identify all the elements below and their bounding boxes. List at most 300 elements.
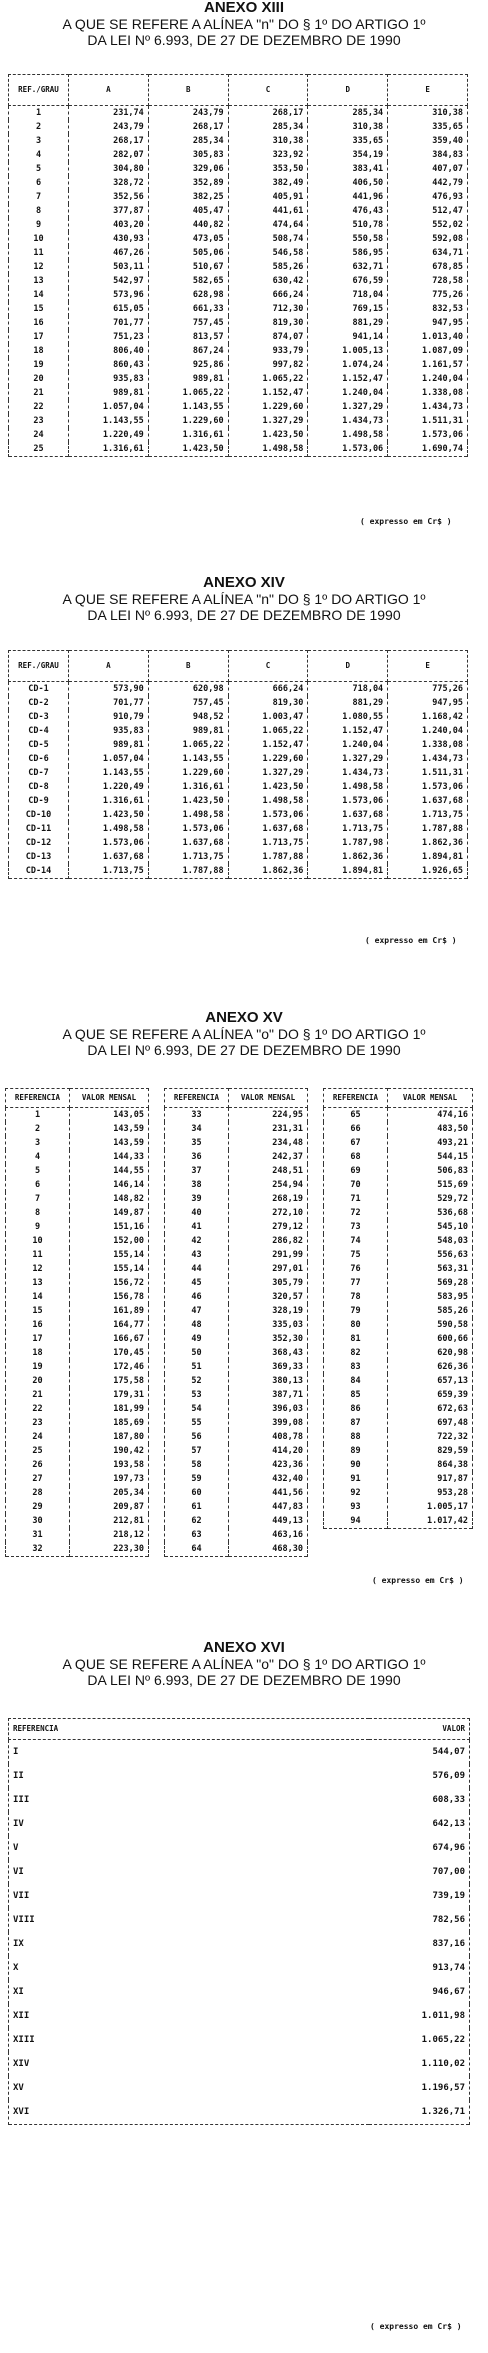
cell-value: 352,89 (148, 176, 228, 190)
value-cell: 1.196,57 (369, 2076, 470, 2100)
table-row (6, 1472, 149, 1486)
value-cell: 739,19 (369, 1884, 470, 1908)
anexo-xv-table-block-1 (5, 1088, 149, 1557)
table-row (165, 1346, 308, 1360)
cell-value: 1.498,58 (228, 794, 308, 808)
cell-value: 552,02 (388, 218, 468, 232)
cell-value: 948,52 (148, 710, 228, 724)
anexo-xv-col-ref: REFERENCIA (324, 1089, 388, 1108)
cell-value: 510,78 (308, 218, 388, 232)
table-row (324, 1192, 473, 1206)
table-row (9, 288, 468, 302)
value-cell: 583,95 (388, 1290, 473, 1304)
row-reference: CD-2 (9, 696, 69, 710)
table-row (6, 1332, 149, 1346)
header-grade-a: A (69, 75, 149, 106)
value-cell: 155,14 (70, 1248, 149, 1262)
value-cell: 146,14 (70, 1178, 149, 1192)
table-row (9, 794, 468, 808)
cell-value: 592,08 (388, 232, 468, 246)
row-reference: 24 (9, 428, 69, 442)
cell-value: 310,38 (228, 134, 308, 148)
cell-value: 1.862,36 (228, 864, 308, 879)
reference-cell: 7 (6, 1192, 70, 1206)
value-cell: 590,58 (388, 1318, 473, 1332)
table-row (6, 1416, 149, 1430)
reference-cell: 89 (324, 1444, 388, 1458)
table-row (165, 1248, 308, 1262)
value-cell: 548,03 (388, 1234, 473, 1248)
cell-value: 1.220,49 (69, 780, 149, 794)
anexo-xvi-title: ANEXO XVI (203, 1639, 285, 1656)
cell-value: 328,72 (69, 176, 149, 190)
cell-value: 757,45 (148, 696, 228, 710)
cell-value: 1.327,29 (308, 752, 388, 766)
cell-value: 1.143,55 (148, 400, 228, 414)
reference-cell: 39 (165, 1192, 229, 1206)
value-cell: 156,78 (70, 1290, 149, 1304)
value-cell: 447,83 (229, 1500, 308, 1514)
table-row (324, 1388, 473, 1402)
value-cell: 218,12 (70, 1528, 149, 1542)
reference-cell: 60 (165, 1486, 229, 1500)
roman-reference-cell: VII (9, 1884, 369, 1908)
cell-value: 243,79 (148, 106, 228, 121)
cell-value: 335,65 (388, 120, 468, 134)
table-row (165, 1150, 308, 1164)
cell-value: 384,83 (388, 148, 468, 162)
value-cell: 148,82 (70, 1192, 149, 1206)
cell-value: 933,79 (228, 344, 308, 358)
header-ref-grau: REF./GRAU (9, 651, 69, 682)
cell-value: 1.498,58 (308, 428, 388, 442)
row-reference: 9 (9, 218, 69, 232)
cell-value: 1.926,65 (388, 864, 468, 879)
reference-cell: 87 (324, 1416, 388, 1430)
table-row (324, 1234, 473, 1248)
reference-cell: 46 (165, 1290, 229, 1304)
table-row (165, 1136, 308, 1150)
value-cell: 224,95 (229, 1108, 308, 1123)
cell-value: 467,26 (69, 246, 149, 260)
table-row (324, 1360, 473, 1374)
row-reference: 18 (9, 344, 69, 358)
row-reference: CD-14 (9, 864, 69, 879)
table-row (165, 1108, 308, 1123)
table-row (9, 752, 468, 766)
value-cell: 864,38 (388, 1458, 473, 1472)
cell-value: 661,33 (148, 302, 228, 316)
value-cell: 1.011,98 (369, 2004, 470, 2028)
reference-cell: 61 (165, 1500, 229, 1514)
table-row (165, 1234, 308, 1248)
reference-cell: 51 (165, 1360, 229, 1374)
cell-value: 546,58 (228, 246, 308, 260)
reference-cell: 1 (6, 1108, 70, 1123)
table-row (6, 1178, 149, 1192)
anexo-xv-table-block-2 (164, 1088, 308, 1557)
reference-cell: 90 (324, 1458, 388, 1472)
cell-value: 282,07 (69, 148, 149, 162)
cell-value: 1.065,22 (148, 386, 228, 400)
cell-value: 1.229,60 (148, 766, 228, 780)
cell-value: 1.511,31 (388, 766, 468, 780)
anexo-xvi-subtitle-2: DA LEI Nº 6.993, DE 27 DE DEZEMBRO DE 1990 (87, 1672, 401, 1688)
cell-value: 1.511,31 (388, 414, 468, 428)
roman-reference-cell: VI (9, 1860, 369, 1884)
table-row (324, 1290, 473, 1304)
value-cell: 175,58 (70, 1374, 149, 1388)
reference-cell: 75 (324, 1248, 388, 1262)
row-reference: 8 (9, 204, 69, 218)
cell-value: 1.498,58 (148, 808, 228, 822)
reference-cell: 70 (324, 1178, 388, 1192)
table-row (6, 1318, 149, 1332)
value-cell: 234,48 (229, 1136, 308, 1150)
table-row (324, 1206, 473, 1220)
reference-cell: 4 (6, 1150, 70, 1164)
cell-value: 268,17 (69, 134, 149, 148)
table-row (165, 1444, 308, 1458)
anexo-xvi-currency-note: ( expresso em Cr$ ) (370, 2322, 462, 2331)
anexo-xvi-col-val: VALOR (369, 1719, 470, 1740)
header-grade-d: D (308, 75, 388, 106)
anexo-xvi-table-wrap (8, 1718, 470, 2125)
table-row (9, 1884, 470, 1908)
row-reference: 20 (9, 372, 69, 386)
table-row (6, 1542, 149, 1557)
value-cell: 193,58 (70, 1458, 149, 1472)
value-cell: 181,99 (70, 1402, 149, 1416)
value-cell: 620,98 (388, 1346, 473, 1360)
reference-cell: 33 (165, 1108, 229, 1123)
reference-cell: 37 (165, 1164, 229, 1178)
cell-value: 304,80 (69, 162, 149, 176)
row-reference: 25 (9, 442, 69, 457)
cell-value: 1.894,81 (388, 850, 468, 864)
table-row (165, 1430, 308, 1444)
cell-value: 1.423,50 (228, 780, 308, 794)
row-reference: CD-8 (9, 780, 69, 794)
value-cell: 151,16 (70, 1220, 149, 1234)
cell-value: 573,90 (69, 682, 149, 697)
reference-cell: 64 (165, 1542, 229, 1557)
cell-value: 806,40 (69, 344, 149, 358)
table-row (9, 442, 468, 457)
value-cell: 248,51 (229, 1164, 308, 1178)
table-row (6, 1514, 149, 1528)
cell-value: 1.168,42 (388, 710, 468, 724)
cell-value: 819,30 (228, 696, 308, 710)
table-row (9, 1836, 470, 1860)
row-reference: 4 (9, 148, 69, 162)
cell-value: 403,20 (69, 218, 149, 232)
anexo-xiv-subtitle-2: DA LEI Nº 6.993, DE 27 DE DEZEMBRO DE 1990 (87, 607, 401, 623)
reference-cell: 57 (165, 1444, 229, 1458)
reference-cell: 6 (6, 1178, 70, 1192)
roman-reference-cell: XVI (9, 2100, 369, 2125)
table-row (324, 1108, 473, 1123)
reference-cell: 85 (324, 1388, 388, 1402)
value-cell: 170,45 (70, 1346, 149, 1360)
table-row (165, 1122, 308, 1136)
value-cell: 231,31 (229, 1122, 308, 1136)
table-row (9, 218, 468, 232)
table-row (9, 414, 468, 428)
cell-value: 1.229,60 (228, 400, 308, 414)
value-cell: 286,82 (229, 1234, 308, 1248)
cell-value: 1.316,61 (69, 442, 149, 457)
cell-value: 586,95 (308, 246, 388, 260)
table-row (9, 710, 468, 724)
value-cell: 143,59 (70, 1122, 149, 1136)
table-row (9, 204, 468, 218)
value-cell: 515,69 (388, 1178, 473, 1192)
value-cell: 305,79 (229, 1276, 308, 1290)
cell-value: 910,79 (69, 710, 149, 724)
table-row (9, 344, 468, 358)
table-row (324, 1486, 473, 1500)
value-cell: 659,39 (388, 1388, 473, 1402)
table-row (6, 1528, 149, 1542)
value-cell: 268,19 (229, 1192, 308, 1206)
table-row (6, 1500, 149, 1514)
cell-value: 1.229,60 (148, 414, 228, 428)
table-row (9, 864, 468, 879)
cell-value: 1.637,68 (308, 808, 388, 822)
value-cell: 707,00 (369, 1860, 470, 1884)
anexo-xiv-currency-note: ( expresso em Cr$ ) (365, 936, 457, 945)
anexo-xiii-header (0, 0, 488, 48)
table-row (9, 766, 468, 780)
cell-value: 712,30 (228, 302, 308, 316)
cell-value: 728,58 (388, 274, 468, 288)
value-cell: 212,81 (70, 1514, 149, 1528)
anexo-xv-currency-note: ( expresso em Cr$ ) (372, 1576, 464, 1585)
cell-value: 1.087,09 (388, 344, 468, 358)
cell-value: 383,41 (308, 162, 388, 176)
cell-value: 1.423,50 (69, 808, 149, 822)
reference-cell: 49 (165, 1332, 229, 1346)
value-cell: 209,87 (70, 1500, 149, 1514)
cell-value: 769,15 (308, 302, 388, 316)
cell-value: 718,04 (308, 288, 388, 302)
reference-cell: 19 (6, 1360, 70, 1374)
value-cell: 143,59 (70, 1136, 149, 1150)
reference-cell: 86 (324, 1402, 388, 1416)
cell-value: 503,11 (69, 260, 149, 274)
cell-value: 1.080,55 (308, 710, 388, 724)
reference-cell: 20 (6, 1374, 70, 1388)
value-cell: 946,67 (369, 1980, 470, 2004)
cell-value: 1.713,75 (148, 850, 228, 864)
cell-value: 1.161,57 (388, 358, 468, 372)
value-cell: 600,66 (388, 1332, 473, 1346)
value-cell: 352,30 (229, 1332, 308, 1346)
anexo-xiv-title: ANEXO XIV (203, 574, 285, 591)
cell-value: 989,81 (148, 372, 228, 386)
table-row (165, 1486, 308, 1500)
reference-cell: 50 (165, 1346, 229, 1360)
cell-value: 997,82 (228, 358, 308, 372)
anexo-xiii-currency-note: ( expresso em Cr$ ) (360, 517, 452, 526)
value-cell: 387,71 (229, 1388, 308, 1402)
cell-value: 512,47 (388, 204, 468, 218)
table-row (9, 724, 468, 738)
table-row (165, 1290, 308, 1304)
reference-cell: 74 (324, 1234, 388, 1248)
reference-cell: 88 (324, 1430, 388, 1444)
table-row (324, 1136, 473, 1150)
value-cell: 149,87 (70, 1206, 149, 1220)
value-cell: 449,13 (229, 1514, 308, 1528)
row-reference: CD-3 (9, 710, 69, 724)
table-row (6, 1374, 149, 1388)
table-row (9, 1932, 470, 1956)
value-cell: 642,13 (369, 1812, 470, 1836)
table-row (9, 316, 468, 330)
cell-value: 1.862,36 (308, 850, 388, 864)
table-row (165, 1164, 308, 1178)
cell-value: 406,50 (308, 176, 388, 190)
anexo-xiv-table (8, 650, 468, 879)
value-cell: 544,15 (388, 1150, 473, 1164)
table-row (324, 1374, 473, 1388)
reference-cell: 30 (6, 1514, 70, 1528)
value-cell: 563,31 (388, 1262, 473, 1276)
table-row (165, 1276, 308, 1290)
value-cell: 297,01 (229, 1262, 308, 1276)
cell-value: 353,50 (228, 162, 308, 176)
cell-value: 1.423,50 (228, 428, 308, 442)
value-cell: 441,56 (229, 1486, 308, 1500)
reference-cell: 12 (6, 1262, 70, 1276)
reference-cell: 91 (324, 1472, 388, 1486)
value-cell: 545,10 (388, 1220, 473, 1234)
cell-value: 941,14 (308, 330, 388, 344)
table-row (324, 1500, 473, 1514)
cell-value: 407,07 (388, 162, 468, 176)
row-reference: 14 (9, 288, 69, 302)
reference-cell: 93 (324, 1500, 388, 1514)
roman-reference-cell: VIII (9, 1908, 369, 1932)
reference-cell: 3 (6, 1136, 70, 1150)
cell-value: 505,06 (148, 246, 228, 260)
reference-cell: 65 (324, 1108, 388, 1123)
table-row (165, 1458, 308, 1472)
reference-cell: 58 (165, 1458, 229, 1472)
cell-value: 573,96 (69, 288, 149, 302)
table-row (9, 176, 468, 190)
anexo-xiv-subtitle-1: A QUE SE REFERE A ALÍNEA "n" DO § 1º DO ARTIGO 1º (62, 591, 426, 607)
cell-value: 1.787,88 (388, 822, 468, 836)
value-cell: 483,50 (388, 1122, 473, 1136)
value-cell: 179,31 (70, 1388, 149, 1402)
value-cell: 1.017,42 (388, 1514, 473, 1529)
table-row (9, 1956, 470, 1980)
table-row (6, 1262, 149, 1276)
table-row (9, 358, 468, 372)
roman-reference-cell: V (9, 1836, 369, 1860)
cell-value: 628,98 (148, 288, 228, 302)
value-cell: 143,05 (70, 1108, 149, 1123)
table-row (324, 1514, 473, 1529)
cell-value: 1.862,36 (388, 836, 468, 850)
cell-value: 1.338,08 (388, 738, 468, 752)
cell-value: 382,25 (148, 190, 228, 204)
value-cell: 161,89 (70, 1304, 149, 1318)
table-row (324, 1332, 473, 1346)
table-row (165, 1374, 308, 1388)
reference-cell: 41 (165, 1220, 229, 1234)
table-row (6, 1206, 149, 1220)
reference-cell: 62 (165, 1514, 229, 1528)
anexo-xiii-table-wrap (8, 74, 468, 457)
reference-cell: 72 (324, 1206, 388, 1220)
header-grade-a: A (69, 651, 149, 682)
value-cell: 829,59 (388, 1444, 473, 1458)
value-cell: 335,03 (229, 1318, 308, 1332)
cell-value: 1.573,06 (308, 442, 388, 457)
cell-value: 1.065,22 (148, 738, 228, 752)
cell-value: 1.240,04 (308, 386, 388, 400)
cell-value: 1.152,47 (308, 372, 388, 386)
row-reference: CD-11 (9, 822, 69, 836)
cell-value: 1.573,06 (388, 780, 468, 794)
table-row (6, 1192, 149, 1206)
value-cell: 1.005,17 (388, 1500, 473, 1514)
table-row (9, 2100, 470, 2125)
header-grade-e: E (388, 75, 468, 106)
reference-cell: 26 (6, 1458, 70, 1472)
table-row (165, 1402, 308, 1416)
value-cell: 1.326,71 (369, 2100, 470, 2125)
reference-cell: 63 (165, 1528, 229, 1542)
cell-value: 474,64 (228, 218, 308, 232)
reference-cell: 29 (6, 1500, 70, 1514)
cell-value: 1.065,22 (228, 724, 308, 738)
table-row (9, 2004, 470, 2028)
row-reference: CD-13 (9, 850, 69, 864)
reference-cell: 11 (6, 1248, 70, 1262)
cell-value: 1.894,81 (308, 864, 388, 879)
cell-value: 1.637,68 (148, 836, 228, 850)
roman-reference-cell: XV (9, 2076, 369, 2100)
reference-cell: 71 (324, 1192, 388, 1206)
anexo-xv-subtitle-1: A QUE SE REFERE A ALÍNEA "o" DO § 1º DO ARTIGO 1º (62, 1026, 426, 1042)
table-row (324, 1122, 473, 1136)
value-cell: 493,21 (388, 1136, 473, 1150)
row-reference: 12 (9, 260, 69, 274)
value-cell: 380,13 (229, 1374, 308, 1388)
row-reference: 15 (9, 302, 69, 316)
roman-reference-cell: X (9, 1956, 369, 1980)
cell-value: 1.152,47 (308, 724, 388, 738)
table-row (9, 836, 468, 850)
row-reference: CD-9 (9, 794, 69, 808)
cell-value: 542,97 (69, 274, 149, 288)
table-row (9, 302, 468, 316)
table-row (6, 1248, 149, 1262)
value-cell: 672,63 (388, 1402, 473, 1416)
cell-value: 285,34 (148, 134, 228, 148)
value-cell: 837,16 (369, 1932, 470, 1956)
value-cell: 953,28 (388, 1486, 473, 1500)
reference-cell: 47 (165, 1304, 229, 1318)
table-row (6, 1290, 149, 1304)
row-reference: 22 (9, 400, 69, 414)
roman-reference-cell: XII (9, 2004, 369, 2028)
